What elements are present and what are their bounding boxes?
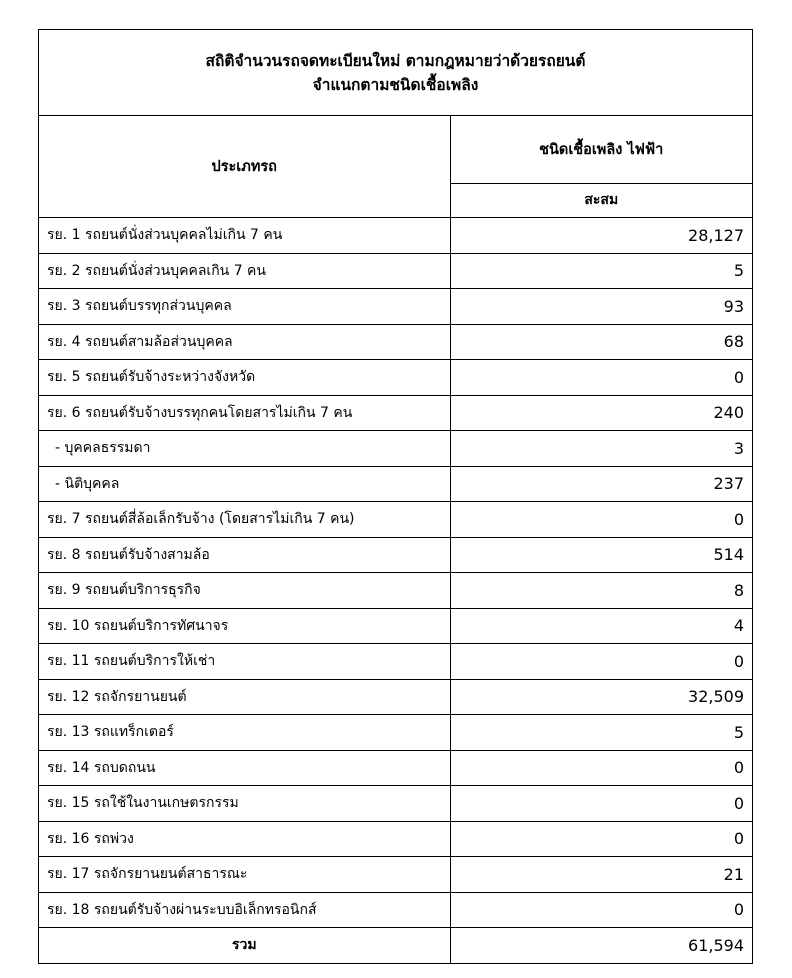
row-label: รย. 4 รถยนต์สามล้อส่วนบุคคล xyxy=(39,324,450,360)
row-value: 8 xyxy=(450,573,752,609)
table-row xyxy=(39,644,752,680)
row-value: 5 xyxy=(450,715,752,751)
row-label-sub: - บุคคลธรรมดา xyxy=(39,431,450,467)
table-row xyxy=(39,360,752,396)
row-value: 68 xyxy=(450,324,752,360)
row-label: รย. 10 รถยนต์บริการทัศนาจร xyxy=(39,608,450,644)
row-value: 0 xyxy=(450,644,752,680)
table-row xyxy=(39,608,752,644)
row-label: รย. 6 รถยนต์รับจ้างบรรทุกคนโดยสารไม่เกิน 7 คน xyxy=(39,395,450,431)
row-label: รย. 14 รถบดถนน xyxy=(39,750,450,786)
document-title: สถิติจำนวนรถจดทะเบียนใหม่ ตามกฎหมายว่าด้วยรถยนต์ xyxy=(205,51,586,70)
row-value: 514 xyxy=(450,537,752,573)
table-row xyxy=(39,892,752,928)
table-row xyxy=(39,786,752,822)
row-value: 93 xyxy=(450,289,752,325)
row-label: รย. 13 รถแทร็กเตอร์ xyxy=(39,715,450,751)
row-value: 32,509 xyxy=(450,679,752,715)
table-row xyxy=(39,679,752,715)
table-row xyxy=(39,253,752,289)
table-row xyxy=(39,857,752,893)
table-row xyxy=(39,289,752,325)
table-row xyxy=(39,750,752,786)
table-row xyxy=(39,395,752,431)
row-label: รย. 15 รถใช้ในงานเกษตรกรรม xyxy=(39,786,450,822)
row-value: 240 xyxy=(450,395,752,431)
row-label: รย. 12 รถจักรยานยนต์ xyxy=(39,679,450,715)
total-value: 61,594 xyxy=(450,928,752,963)
row-label: รย. 7 รถยนต์สี่ล้อเล็กรับจ้าง (โดยสารไม่เกิน 7 คน) xyxy=(39,502,450,538)
table-body xyxy=(39,218,752,963)
table-row xyxy=(39,715,752,751)
row-label: รย. 16 รถพ่วง xyxy=(39,821,450,857)
row-label: รย. 1 รถยนต์นั่งส่วนบุคคลไม่เกิน 7 คน xyxy=(39,218,450,254)
row-value: 21 xyxy=(450,857,752,893)
table-row xyxy=(39,466,752,502)
row-value: 5 xyxy=(450,253,752,289)
table-row xyxy=(39,324,752,360)
table-row xyxy=(39,821,752,857)
header-cumulative: สะสม xyxy=(450,183,752,217)
table-row xyxy=(39,537,752,573)
header-vehicle-type: ประเภทรถ xyxy=(39,116,450,218)
document-subtitle: จำแนกตามชนิดเชื้อเพลิง xyxy=(312,75,479,94)
total-row xyxy=(39,928,752,963)
table-row xyxy=(39,431,752,467)
header-fuel-type: ชนิดเชื้อเพลิง ไฟฟ้า xyxy=(450,116,752,183)
row-value: 3 xyxy=(450,431,752,467)
row-value: 0 xyxy=(450,786,752,822)
table-row xyxy=(39,502,752,538)
row-value: 0 xyxy=(450,750,752,786)
row-value: 0 xyxy=(450,892,752,928)
row-value: 28,127 xyxy=(450,218,752,254)
row-value: 237 xyxy=(450,466,752,502)
row-label: รย. 9 รถยนต์บริการธุรกิจ xyxy=(39,573,450,609)
row-value: 0 xyxy=(450,360,752,396)
row-value: 0 xyxy=(450,502,752,538)
row-value: 0 xyxy=(450,821,752,857)
total-label: รวม xyxy=(39,928,450,963)
statistics-table-document xyxy=(38,29,753,964)
row-label: รย. 2 รถยนต์นั่งส่วนบุคคลเกิน 7 คน xyxy=(39,253,450,289)
row-label: รย. 11 รถยนต์บริการให้เช่า xyxy=(39,644,450,680)
table-row xyxy=(39,218,752,254)
table-row xyxy=(39,573,752,609)
row-label: รย. 8 รถยนต์รับจ้างสามล้อ xyxy=(39,537,450,573)
row-label-sub: - นิติบุคคล xyxy=(39,466,450,502)
row-label: รย. 17 รถจักรยานยนต์สาธารณะ xyxy=(39,857,450,893)
vehicle-registration-table xyxy=(39,116,752,963)
row-label: รย. 18 รถยนต์รับจ้างผ่านระบบอิเล็กทรอนิกส์ xyxy=(39,892,450,928)
row-label: รย. 3 รถยนต์บรรทุกส่วนบุคคล xyxy=(39,289,450,325)
row-label: รย. 5 รถยนต์รับจ้างระหว่างจังหวัด xyxy=(39,360,450,396)
row-value: 4 xyxy=(450,608,752,644)
title-block xyxy=(39,30,752,116)
